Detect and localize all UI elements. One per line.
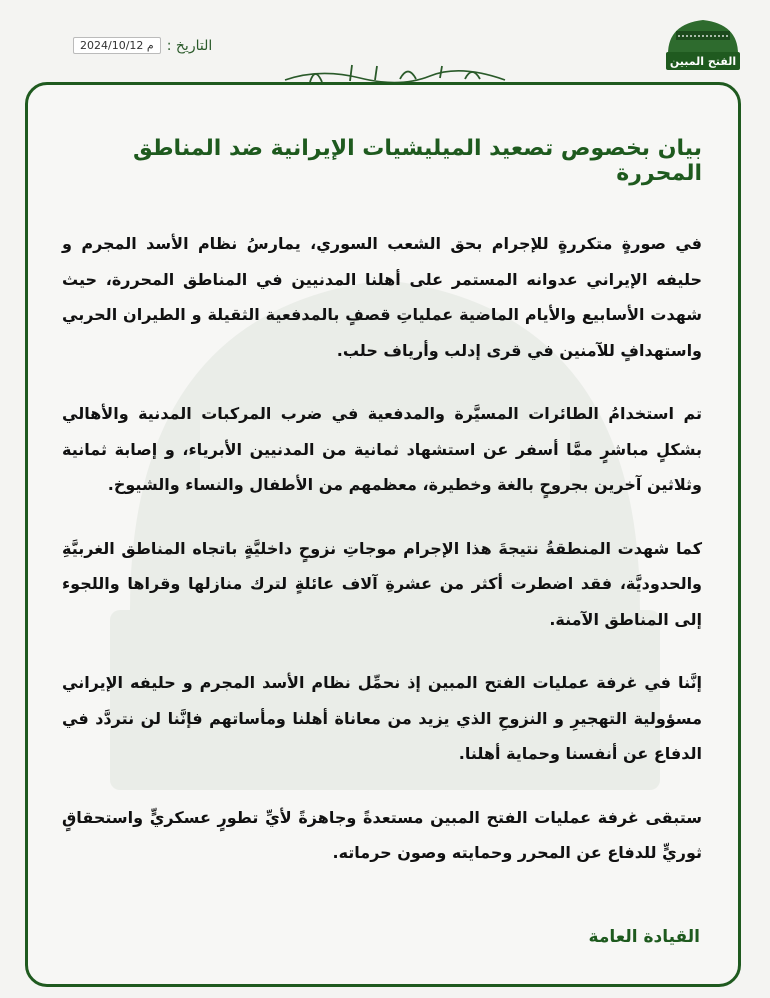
paragraph-2: تم استخدامُ الطائرات المسيَّرة والمدفعية في ضرب المركبات المدنية والأهالي بشكلٍ مباشرٍ ممَّا أسفر عن استشهاد ثمانية من المدنيين الأبرياء، و إصابة ثمانية وثلاثين آخرين بجروحٍ بالغة وخطيرة، معظمهم من الأطفال والنساء والشيوخ. bbox=[62, 404, 702, 494]
date-value: 2024/10/12 م bbox=[73, 37, 161, 54]
document-header bbox=[0, 0, 770, 95]
paragraph-4: إنَّنا في غرفة عمليات الفتح المبين إذ نحمِّل نظام الأسد المجرم و حليفه الإيراني مسؤولية التهجيرِ و النزوحِ الذي يزيد من معاناة أهلنا ومأساتهم فإنَّنا لن نتردَّد في الدفاع عن أنفسنا وحماية أهلنا. bbox=[62, 673, 702, 763]
statement-body bbox=[62, 130, 702, 899]
paragraph-5: ستبقى غرفة عمليات الفتح المبين مستعدةً وجاهزةً لأيِّ تطورٍ عسكريٍّ واستحقاقٍ ثوريٍّ للدفاع عن المحرر وحمايته وصون حرماته. bbox=[62, 807, 702, 862]
date-label: التاريخ : bbox=[166, 37, 213, 54]
paragraph-3: كما شهدت المنطقةُ نتيجةَ هذا الإجرام موجاتِ نزوحٍ داخليَّةٍ باتجاه المناطق الغربيَّةِ والحدوديَّة، فقد اضطرت أكثر من عشرةِ آلاف عائلةٍ لترك منازلها وقراها واللجوء إلى المناطق الآمنة. bbox=[62, 538, 702, 629]
logo-text: الفتح المبين bbox=[669, 55, 737, 68]
statement-title: بيان بخصوص تصعيد الميليشيات الإيرانية ضد المناطق المحررة bbox=[133, 136, 702, 186]
logo bbox=[658, 14, 748, 76]
signature: القيادة العامة bbox=[588, 927, 700, 947]
paragraph-1: في صورةٍ متكررةٍ للإجرام بحق الشعب السوري، يمارسُ نظام الأسد المجرم و حليفه الإيراني عدوانه المستمر على أهلنا المدنيين في المناطق المحررة، حيث شهدت الأسابيع والأيام الماضية عملياتِ قصفٍ بالمدفعية الثقيلة و الطيران الحربي واستهدافٍ للآمنين في قرى إدلب وأرياف حلب. bbox=[62, 234, 702, 360]
logo-emblem-icon bbox=[658, 14, 748, 76]
date-box bbox=[73, 37, 212, 54]
